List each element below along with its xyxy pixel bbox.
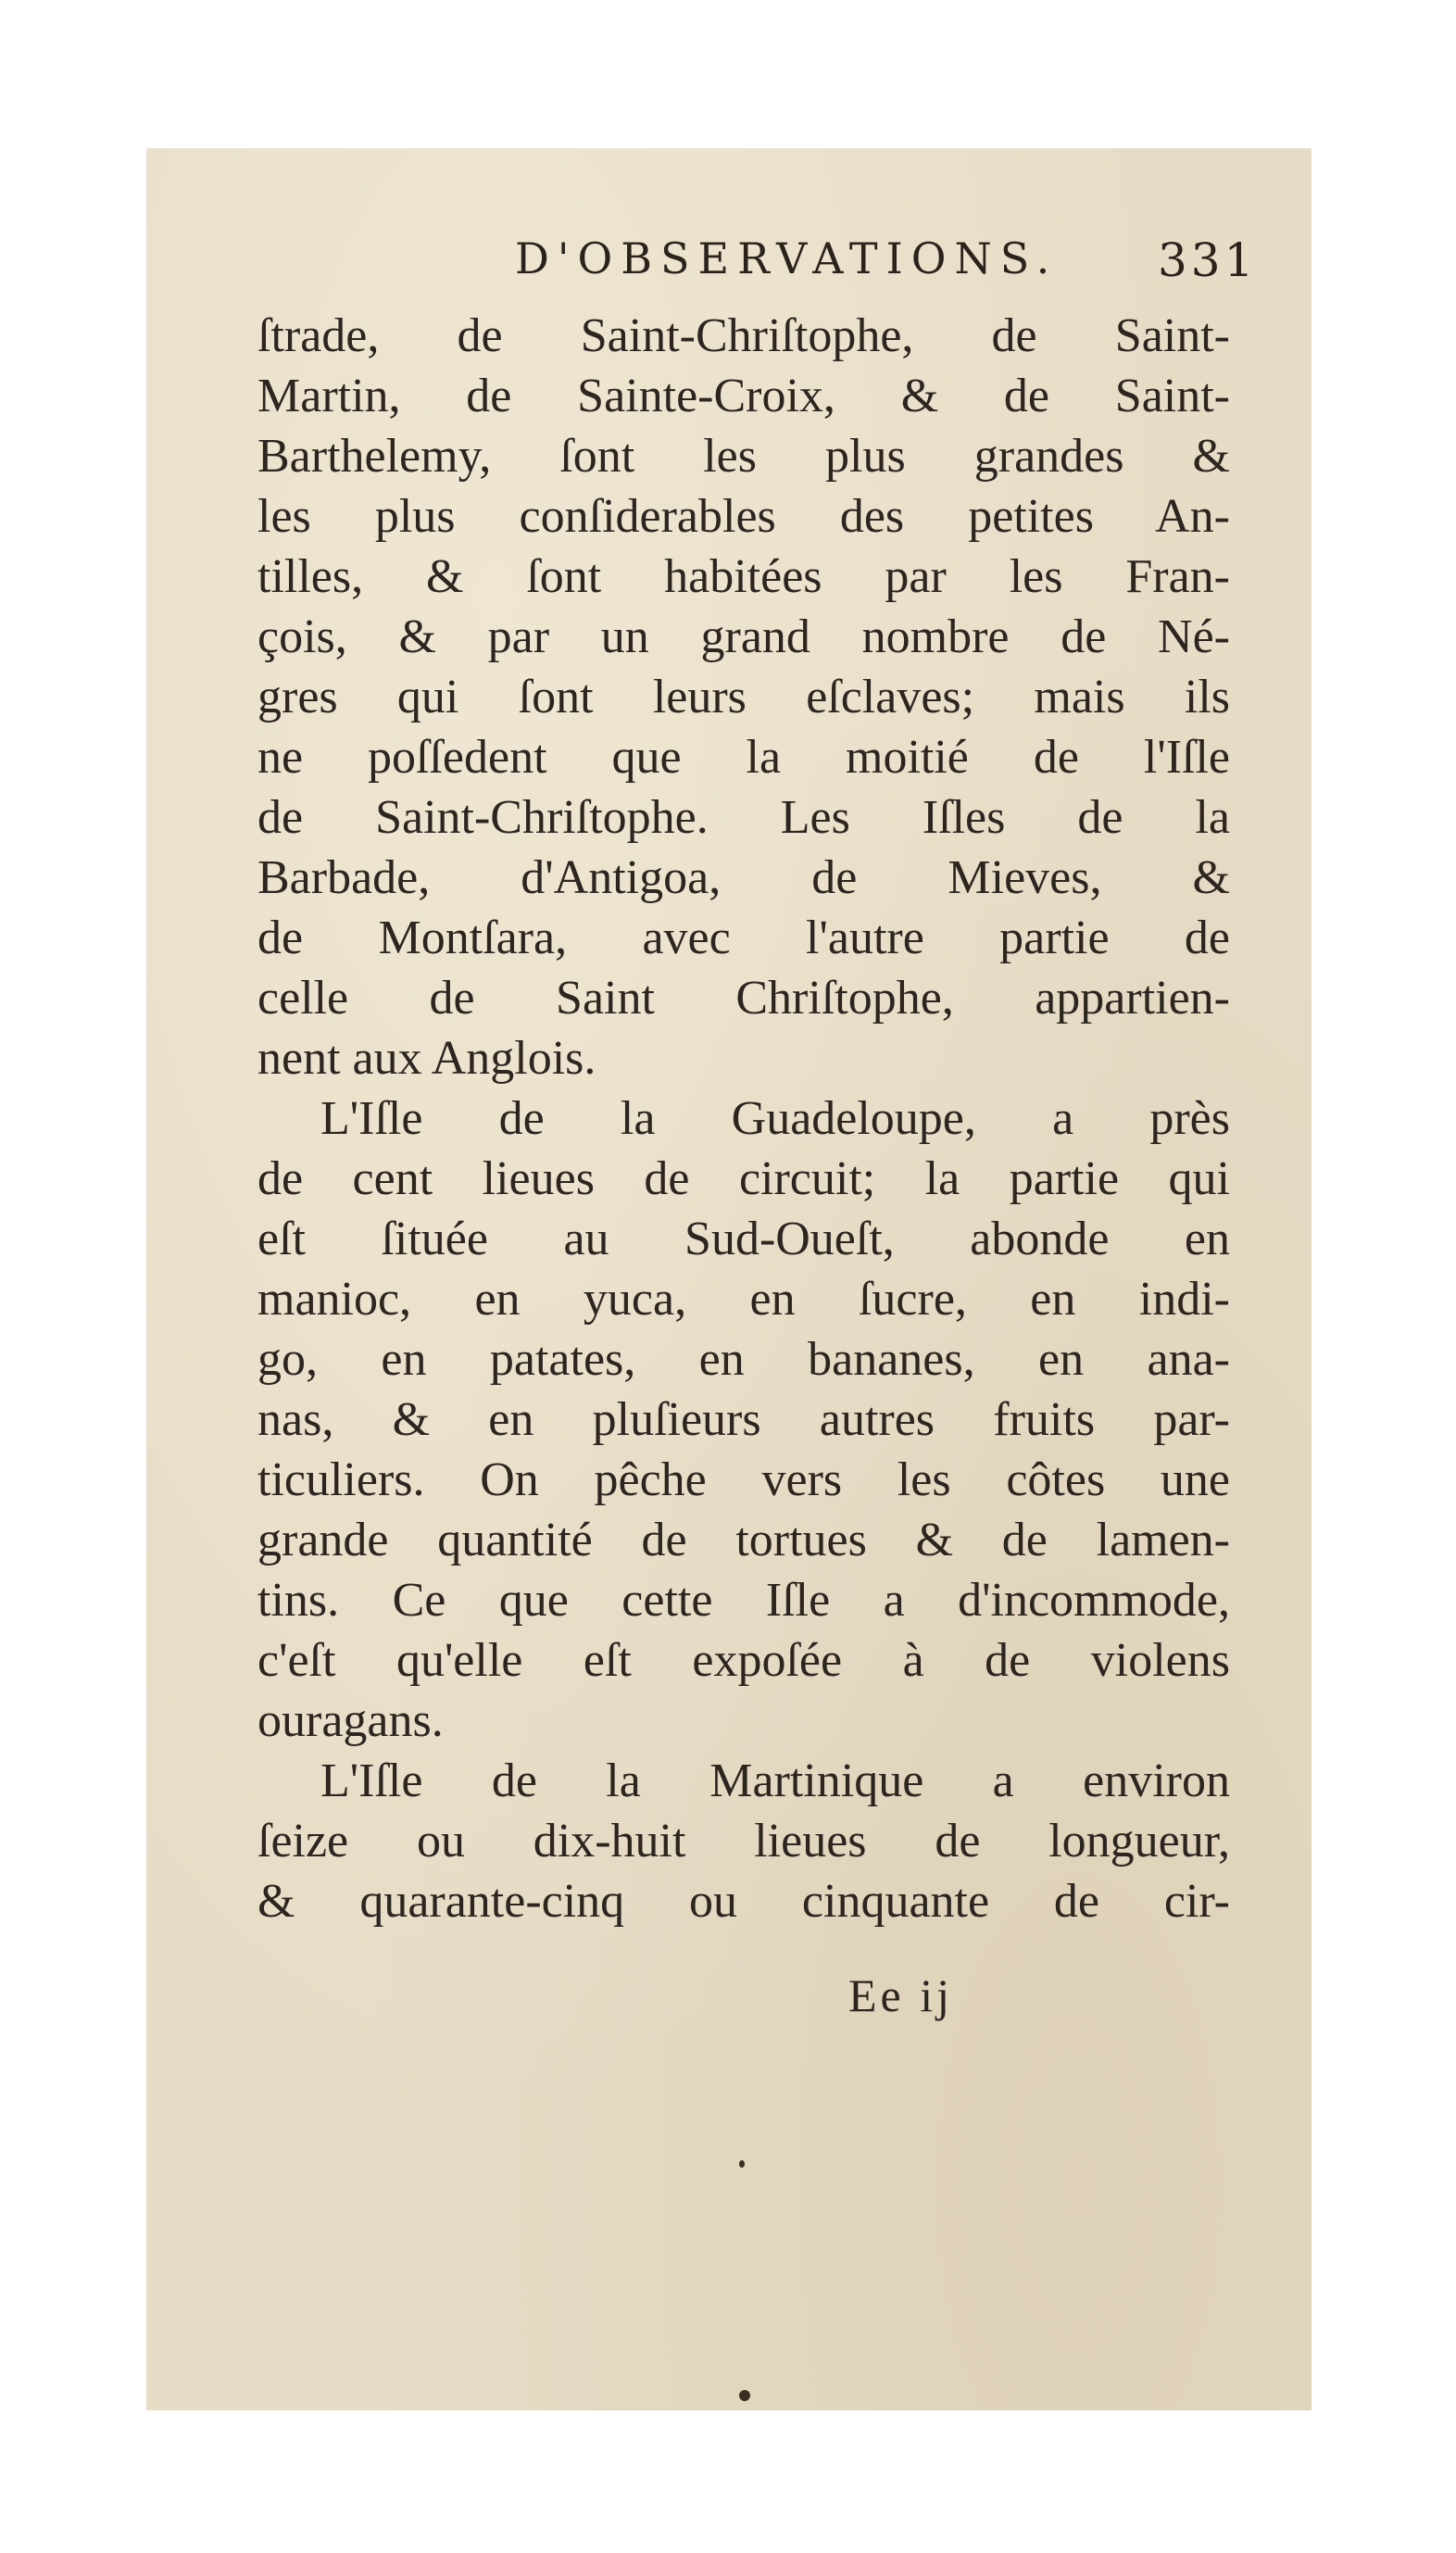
text-line: manioc, en yuca, en ſucre, en indi-: [257, 1273, 1230, 1326]
text-line: ſeize ou dix-huit lieues de longueur,: [257, 1815, 1230, 1868]
ink-speck: [739, 2160, 745, 2168]
text-line: gres qui ſont leurs eſclaves; mais ils: [257, 671, 1230, 723]
body-text: [257, 306, 1230, 1931]
text-line: nent aux Anglois.: [257, 1032, 596, 1085]
signature-mark: Ee ij: [848, 1969, 954, 2021]
running-title: D'OBSERVATIONS.: [515, 233, 1059, 283]
book-page: [146, 148, 1312, 2410]
page-number: 331: [1158, 233, 1258, 287]
text-line: go, en patates, en bananes, en ana-: [257, 1333, 1230, 1386]
text-line: Barbade, d'Antigoa, de Mieves, &: [257, 851, 1230, 904]
text-line: de Saint-Chriſtophe. Les Iſles de la: [257, 791, 1230, 844]
text-line: grande quantité de tortues & de lamen-: [257, 1514, 1230, 1566]
text-line: de cent lieues de circuit; la partie qui: [257, 1152, 1230, 1205]
text-line: ouragans.: [257, 1694, 444, 1747]
text-line: nas, & en pluſieurs autres fruits par-: [257, 1393, 1230, 1446]
text-line: L'Iſle de la Guadeloupe, a près: [320, 1092, 1230, 1145]
text-line: c'eſt qu'elle eſt expoſée à de violens: [257, 1634, 1230, 1687]
text-line: tins. Ce que cette Iſle a d'incommode,: [257, 1574, 1230, 1627]
text-line: de Montſara, avec l'autre partie de: [257, 912, 1230, 964]
text-line: & quarante-cinq ou cinquante de cir-: [257, 1875, 1230, 1928]
text-line: eſt ſituée au Sud-Oueſt, abonde en: [257, 1213, 1230, 1265]
text-line: tilles, & ſont habitées par les Fran-: [257, 550, 1230, 603]
text-line: çois, & par un grand nombre de Né-: [257, 610, 1230, 663]
text-line: les plus conſiderables des petites An-: [257, 490, 1230, 543]
text-line: ne poſſedent que la moitié de l'Iſle: [257, 731, 1230, 784]
running-head: [378, 233, 1276, 308]
text-line: Barthelemy, ſont les plus grandes &: [257, 430, 1230, 483]
text-line: ſtrade, de Saint-Chriſtophe, de Saint-: [257, 309, 1230, 362]
text-line: L'Iſle de la Martinique a environ: [320, 1754, 1230, 1807]
text-line: Martin, de Sainte-Croix, & de Saint-: [257, 370, 1230, 422]
text-line: ticuliers. On pêche vers les côtes une: [257, 1453, 1230, 1506]
text-line: celle de Saint Chriſtophe, appartien-: [257, 972, 1230, 1025]
ink-speck: [739, 2390, 750, 2401]
